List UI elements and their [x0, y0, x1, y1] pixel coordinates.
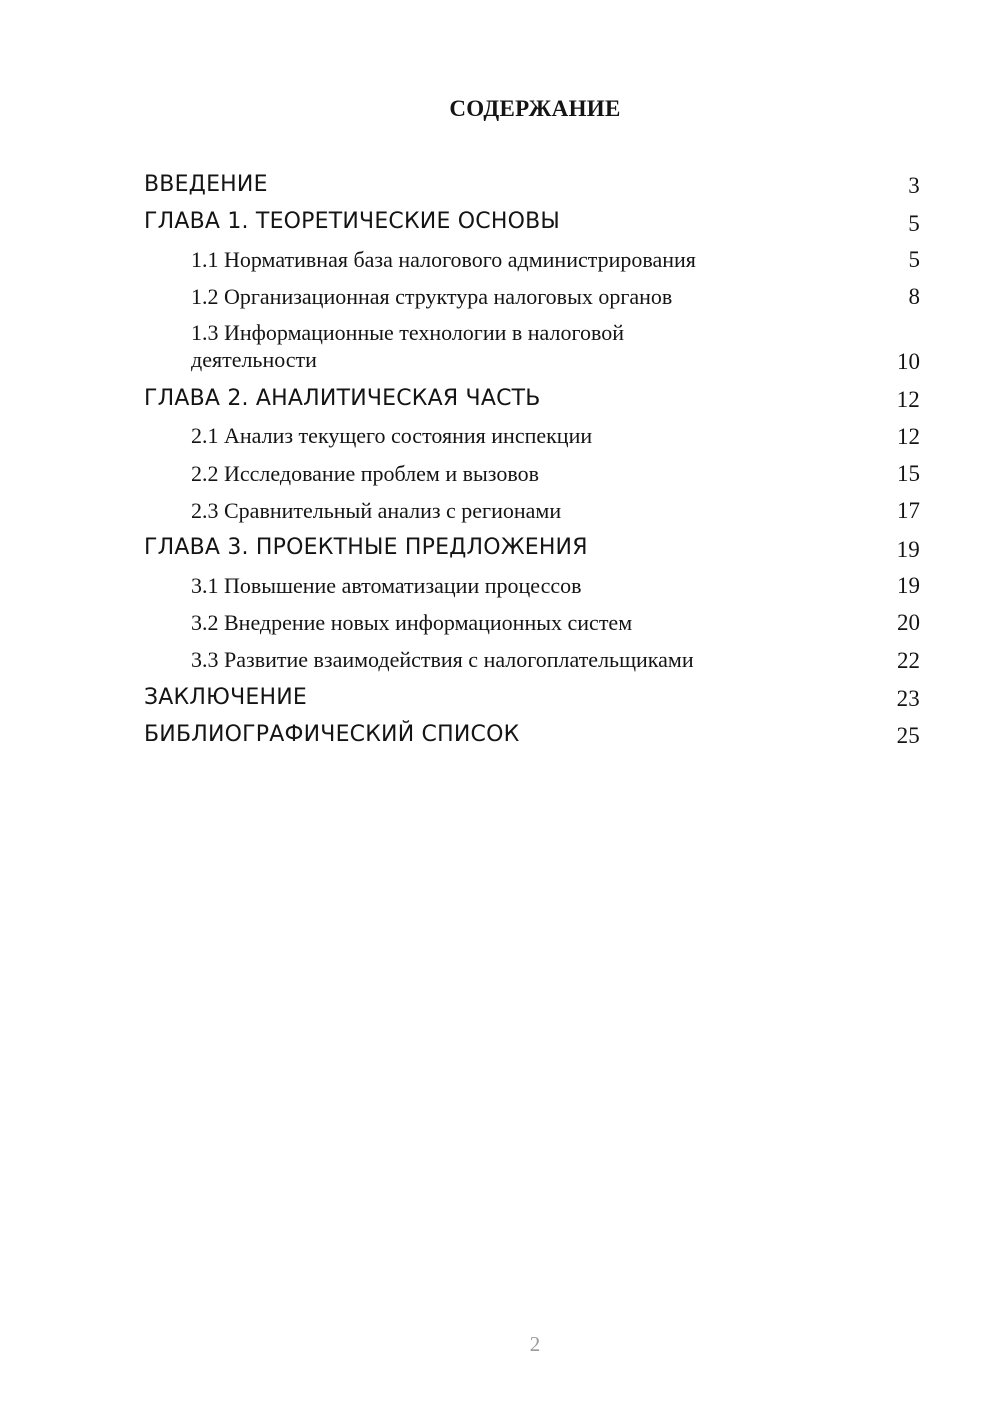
toc-entry-page: 25 [896, 723, 920, 749]
toc-entry-page: 10 [897, 349, 920, 375]
toc-entry-page: 5 [908, 210, 920, 236]
toc-entry-page: 15 [897, 461, 920, 487]
toc-entry-text: БИБЛИОГРАФИЧЕСКИЙ СПИСОК [144, 721, 520, 747]
toc-entry-bibliography[interactable] [144, 718, 920, 755]
toc-entry-chapter-3[interactable] [144, 531, 920, 568]
page-number: 2 [529, 1332, 541, 1356]
toc-entry-page: 22 [897, 647, 920, 673]
toc-entry-introduction[interactable] [144, 168, 920, 205]
toc-entry-text: 1.2 Организационная структура налоговых органов [191, 283, 673, 309]
toc-entry-page: 19 [896, 536, 920, 562]
toc-entry-text: 1.1 Нормативная база налогового администрирования [191, 246, 696, 272]
toc-entry-section-2-2[interactable] [144, 457, 920, 494]
toc-entry-text: ГЛАВА 2. АНАЛИТИЧЕСКАЯ ЧАСТЬ [144, 386, 541, 412]
toc-entry-section-3-3[interactable] [144, 643, 920, 680]
toc-entry-page: 8 [908, 284, 920, 310]
toc-entry-section-2-3[interactable] [144, 494, 920, 531]
toc-entry-section-2-1[interactable] [144, 419, 920, 456]
toc-entry-section-1-1[interactable] [144, 243, 920, 280]
toc-entry-page: 23 [896, 685, 920, 711]
toc-entry-chapter-2[interactable] [144, 382, 920, 419]
toc-entry-page: 17 [897, 498, 920, 524]
page-title: СОДЕРЖАНИЕ [449, 96, 621, 121]
toc-entry-page: 12 [897, 423, 920, 449]
toc-entry-text: 3.3 Развитие взаимодействия с налогоплательщиками [191, 647, 694, 673]
toc-entry-text: 2.1 Анализ текущего состояния инспекции [191, 423, 593, 449]
toc-entry-text: ГЛАВА 1. ТЕОРЕТИЧЕСКИЕ ОСНОВЫ [144, 209, 561, 235]
toc-entry-text: 2.2 Исследование проблем и вызовов [191, 460, 539, 486]
toc-entry-conclusion[interactable] [144, 681, 920, 718]
toc-entry-page: 12 [896, 387, 920, 413]
toc-entry-page: 20 [897, 610, 920, 636]
toc-entry-text: ЗАКЛЮЧЕНИЕ [144, 684, 307, 710]
toc-entry-text: 1.3 Информационные технологии в налоговой деятельности [191, 320, 624, 373]
toc-entry-text: 3.2 Внедрение новых информационных систем [191, 609, 633, 635]
toc-entry-section-1-3[interactable] [144, 317, 920, 382]
toc-entry-page: 5 [908, 246, 920, 272]
toc-entry-text: ВВЕДЕНИЕ [144, 172, 268, 197]
table-of-contents [144, 168, 920, 755]
toc-entry-text: ГЛАВА 3. ПРОЕКТНЫЕ ПРЕДЛОЖЕНИЯ [144, 535, 588, 561]
toc-entry-page: 19 [897, 572, 920, 598]
toc-entry-text: 3.1 Повышение автоматизации процессов [191, 572, 582, 598]
toc-entry-section-3-1[interactable] [144, 569, 920, 606]
toc-entry-text: 2.3 Сравнительный анализ с регионами [191, 498, 562, 524]
toc-entry-chapter-1[interactable] [144, 205, 920, 242]
toc-entry-section-3-2[interactable] [144, 606, 920, 643]
toc-entry-page: 3 [908, 173, 920, 199]
toc-entry-section-1-2[interactable] [144, 280, 920, 317]
